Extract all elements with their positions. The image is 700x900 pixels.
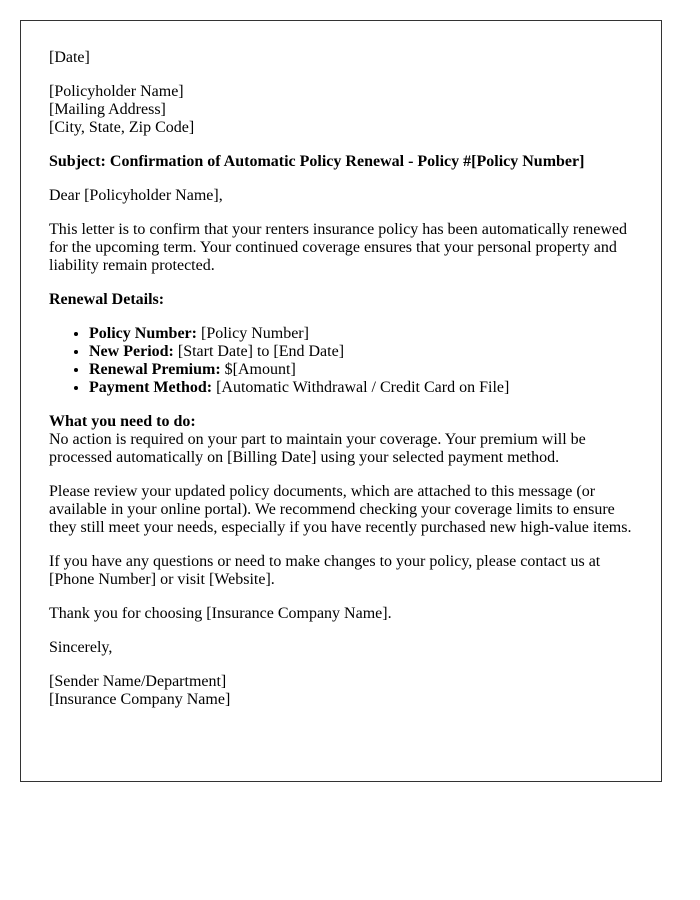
detail-value: [Policy Number] [196, 325, 309, 342]
list-item [89, 325, 633, 343]
date: [Date] [49, 49, 90, 66]
detail-value: [Start Date] to [End Date] [173, 343, 345, 360]
detail-label: New Period: [89, 343, 174, 360]
recipient-name: [Policyholder Name] [49, 83, 184, 100]
thanks-paragraph: Thank you for choosing [Insurance Company Name]. [49, 605, 392, 622]
detail-label: Payment Method: [89, 379, 213, 396]
sender-company: [Insurance Company Name] [49, 691, 231, 708]
closing: Sincerely, [49, 639, 113, 656]
letter [20, 20, 662, 782]
list-item [89, 343, 633, 361]
recipient-city: [City, State, Zip Code] [49, 119, 195, 136]
todo-heading: What you need to do: [49, 413, 196, 430]
greeting: Dear [Policyholder Name], [49, 187, 223, 204]
recipient-block [49, 83, 633, 137]
todo-paragraph: No action is required on your part to maintain your coverage. Your premium will be processed automatically on [Billing Date] using your selected payment method. [49, 431, 586, 466]
renewal-heading: Renewal Details: [49, 291, 165, 308]
review-paragraph: Please review your updated policy documents, which are attached to this message (or available in your online portal). We recommend checking your coverage limits to ensure they still meet your needs, especially if you have recently purchased new high-value items. [49, 483, 632, 536]
contact-paragraph: If you have any questions or need to make changes to your policy, please contact us at [Phone Number] or visit [Website]. [49, 553, 601, 588]
list-item [89, 379, 633, 397]
detail-value: [Automatic Withdrawal / Credit Card on File] [212, 379, 510, 396]
detail-label: Policy Number: [89, 325, 197, 342]
subject-line: Subject: Confirmation of Automatic Policy Renewal - Policy #[Policy Number] [49, 153, 585, 170]
list-item [89, 361, 633, 379]
signature-block [49, 673, 633, 709]
sender-name: [Sender Name/Department] [49, 673, 227, 690]
detail-value: $[Amount] [220, 361, 296, 378]
recipient-address: [Mailing Address] [49, 101, 166, 118]
renewal-details-list [49, 325, 633, 397]
detail-label: Renewal Premium: [89, 361, 221, 378]
intro-paragraph: This letter is to confirm that your renters insurance policy has been automatically renewed for the upcoming term. Your continued coverage ensures that your personal property and liability remain protected. [49, 221, 628, 274]
